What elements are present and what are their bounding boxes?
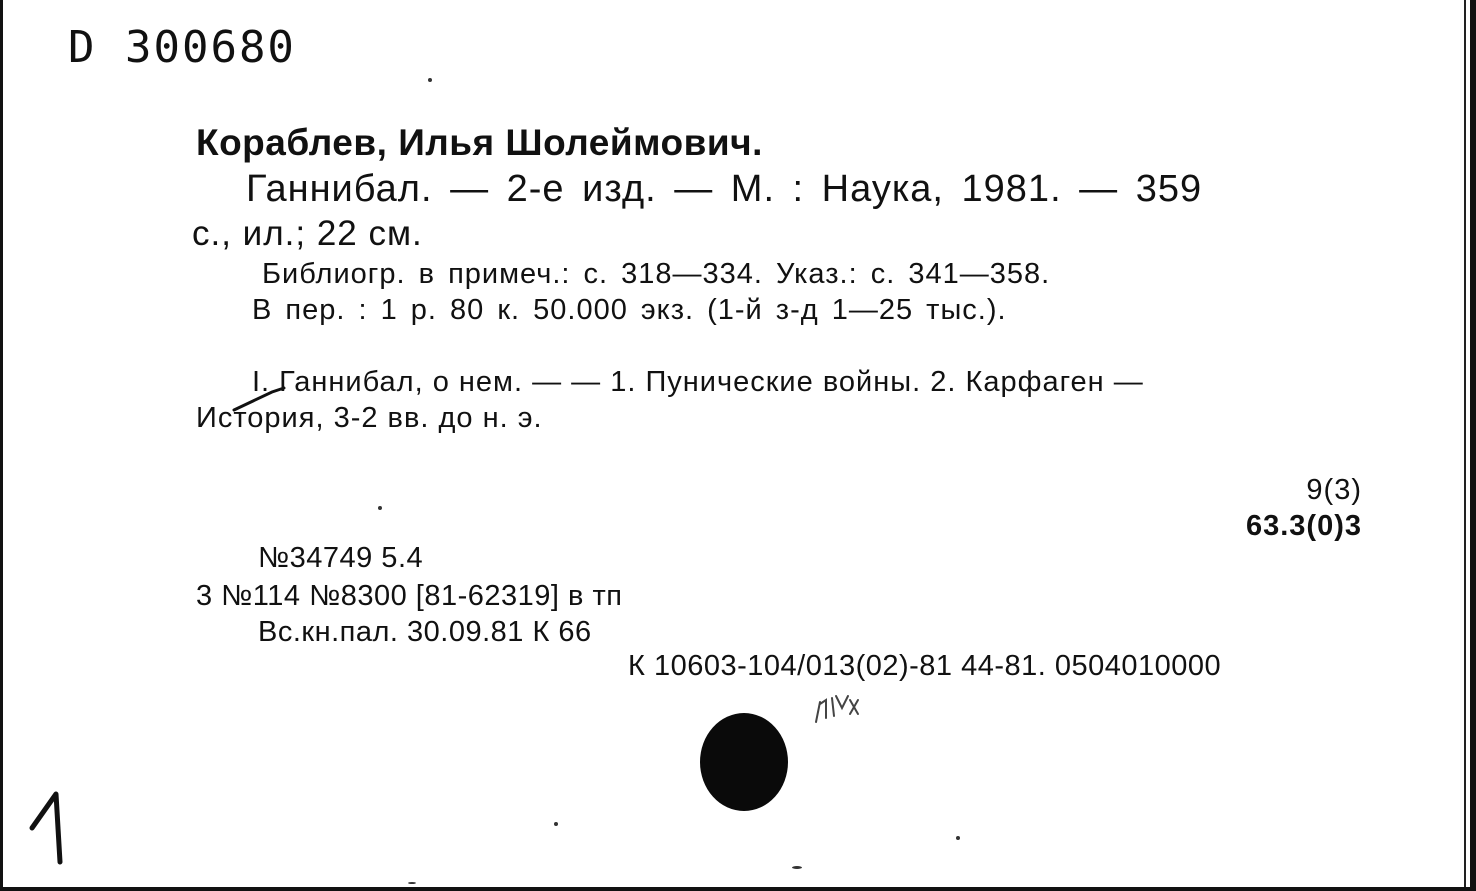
subject-headings-cont: История, 3-2 вв. до н. э. [196,402,543,434]
speck [428,78,432,82]
speck [554,822,558,826]
handwritten-number-mark [26,788,86,868]
record-number: №34749 5.4 [258,542,424,574]
book-chamber-date: Вс.кн.пал. 30.09.81 К 66 [258,616,592,648]
classification-code-bold: 63.3(0)3 [1245,510,1362,542]
price-note: В пер. : 1 р. 80 к. 50.000 экз. (1-й з-д 1—25 тыс.). [252,294,1007,326]
pen-stroke-mark [232,384,292,414]
handwritten-stamp-mark [812,692,872,726]
card-edge-bottom [0,887,1476,891]
publisher-code: К 10603-104/013(02)-81 44-81. 0504010000 [628,650,1222,682]
card-edge-left [0,0,3,891]
classification-code: 9(3) [1306,474,1362,506]
author-heading: Кораблев, Илья Шолеймович. [196,122,763,163]
subject-headings: I. Ганнибал, о нем. — — 1. Пунические войны. 2. Карфаген — [252,366,1144,398]
speck [792,866,802,869]
title-statement: Ганнибал. — 2-е изд. — М. : Наука, 1981. — 359 [246,168,1203,210]
bibliography-note: Библиогр. в примеч.: с. 318—334. Указ.: с. 341—358. [262,258,1051,290]
card-edge-right [1470,0,1476,891]
speck [408,882,416,884]
physical-description: с., ил.; 22 см. [192,214,423,253]
card-edge-right-inner [1464,0,1466,891]
record-registration: 3 №114 №8300 [81-62319] в тп [196,580,623,612]
catalog-id: D 300680 [68,22,296,73]
punch-hole [700,713,788,811]
speck [956,836,960,840]
speck [378,506,382,510]
